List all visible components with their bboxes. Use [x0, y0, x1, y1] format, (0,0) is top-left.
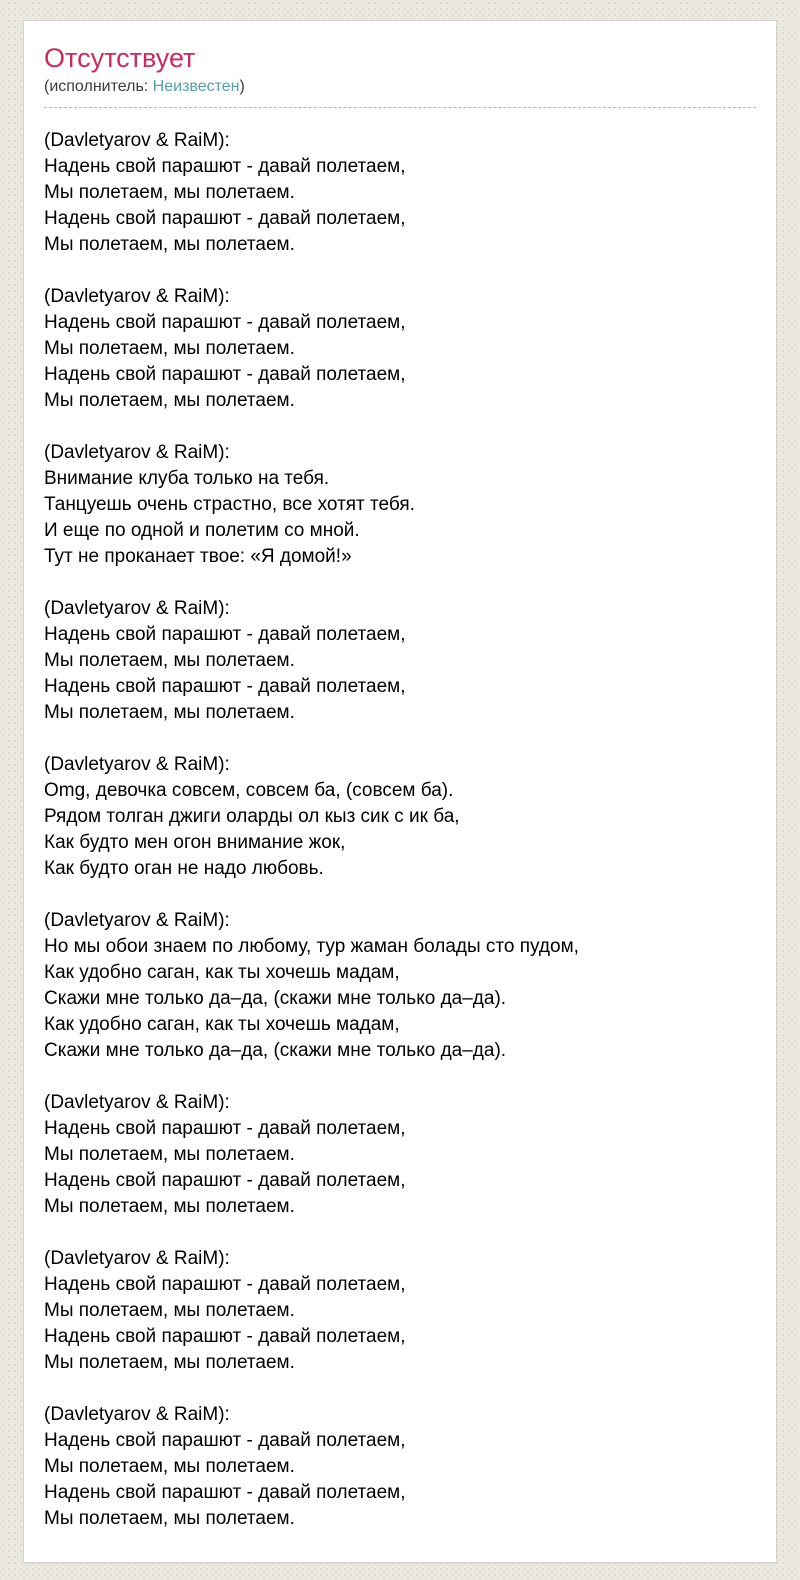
lyric-line: Скажи мне только да–да, (скажи мне только да–да). — [44, 1040, 507, 1062]
stanza — [44, 440, 756, 570]
lyric-line: Надень свой парашют - давай полетаем, — [44, 312, 406, 334]
lyric-line: Мы полетаем, мы полетаем. — [44, 1300, 295, 1322]
lyric-line: (Davletyarov & RaiM): — [44, 1248, 230, 1270]
lyric-line: (Davletyarov & RaiM): — [44, 910, 230, 932]
lyric-line: Мы полетаем, мы полетаем. — [44, 1352, 295, 1374]
lyric-line: Надень свой парашют - давай полетаем, — [44, 364, 406, 386]
lyric-line: Omg, девочка совсем, совсем ба, (совсем ба). — [44, 780, 454, 802]
lyric-line: Мы полетаем, мы полетаем. — [44, 1144, 295, 1166]
lyric-line: Надень свой парашют - давай полетаем, — [44, 624, 406, 646]
stanza — [44, 1402, 756, 1532]
artist-label-prefix: (исполнитель: — [44, 78, 153, 96]
lyric-line: Как удобно саган, как ты хочешь мадам, — [44, 1014, 400, 1036]
lyric-line: Надень свой парашют - давай полетаем, — [44, 1170, 406, 1192]
lyric-line: Надень свой парашют - давай полетаем, — [44, 156, 406, 178]
lyric-line: (Davletyarov & RaiM): — [44, 754, 230, 776]
lyric-line: И еще по одной и полетим со мной. — [44, 520, 360, 542]
lyric-line: Мы полетаем, мы полетаем. — [44, 1508, 295, 1530]
lyric-line: Тут не проканает твое: «Я домой!» — [44, 546, 352, 568]
artist-link[interactable]: Неизвестен — [152, 78, 240, 96]
song-title: Отсутствует — [44, 43, 196, 73]
lyric-line: Надень свой парашют - давай полетаем, — [44, 1482, 406, 1504]
lyrics-text — [44, 108, 756, 1532]
lyric-line: Скажи мне только да–да, (скажи мне только да–да). — [44, 988, 507, 1010]
lyric-line: Внимание клуба только на тебя. — [44, 468, 330, 490]
lyric-line: Рядом толган джиги оларды ол кыз сик с ик ба, — [44, 806, 460, 828]
lyric-line: Надень свой парашют - давай полетаем, — [44, 676, 406, 698]
stanza — [44, 752, 756, 882]
lyric-line: Мы полетаем, мы полетаем. — [44, 702, 295, 724]
lyric-line: Мы полетаем, мы полетаем. — [44, 234, 295, 256]
lyric-line: Мы полетаем, мы полетаем. — [44, 390, 295, 412]
lyrics-card — [23, 20, 777, 1563]
lyric-line: Но мы обои знаем по любому, тур жаман болады сто пудом, — [44, 936, 579, 958]
stanza — [44, 1090, 756, 1220]
lyric-line: Как будто оган не надо любовь. — [44, 858, 324, 880]
lyric-line: (Davletyarov & RaiM): — [44, 1092, 230, 1114]
lyric-line: Мы полетаем, мы полетаем. — [44, 182, 295, 204]
lyric-line: (Davletyarov & RaiM): — [44, 286, 230, 308]
lyric-line: Надень свой парашют - давай полетаем, — [44, 1326, 406, 1348]
lyric-line: Как будто мен огон внимание жок, — [44, 832, 346, 854]
lyric-line: Мы полетаем, мы полетаем. — [44, 1456, 295, 1478]
lyric-line: Надень свой парашют - давай полетаем, — [44, 1430, 406, 1452]
lyric-line: Танцуешь очень страстно, все хотят тебя. — [44, 494, 415, 516]
lyric-line: (Davletyarov & RaiM): — [44, 1404, 230, 1426]
artist-line — [44, 77, 756, 97]
stanza — [44, 128, 756, 258]
stanza — [44, 596, 756, 726]
artist-label-suffix: ) — [239, 78, 245, 96]
lyric-line: Надень свой парашют - давай полетаем, — [44, 1118, 406, 1140]
lyric-line: (Davletyarov & RaiM): — [44, 598, 230, 620]
lyric-line: Мы полетаем, мы полетаем. — [44, 650, 295, 672]
lyric-line: Надень свой парашют - давай полетаем, — [44, 208, 406, 230]
stanza — [44, 284, 756, 414]
lyric-line: Надень свой парашют - давай полетаем, — [44, 1274, 406, 1296]
song-header — [44, 43, 756, 108]
lyric-line: Мы полетаем, мы полетаем. — [44, 338, 295, 360]
lyric-line: (Davletyarov & RaiM): — [44, 442, 230, 464]
lyric-line: (Davletyarov & RaiM): — [44, 130, 230, 152]
lyric-line: Мы полетаем, мы полетаем. — [44, 1196, 295, 1218]
stanza — [44, 1246, 756, 1376]
lyric-line: Как удобно саган, как ты хочешь мадам, — [44, 962, 400, 984]
page-background — [0, 20, 800, 1580]
stanza — [44, 908, 756, 1064]
